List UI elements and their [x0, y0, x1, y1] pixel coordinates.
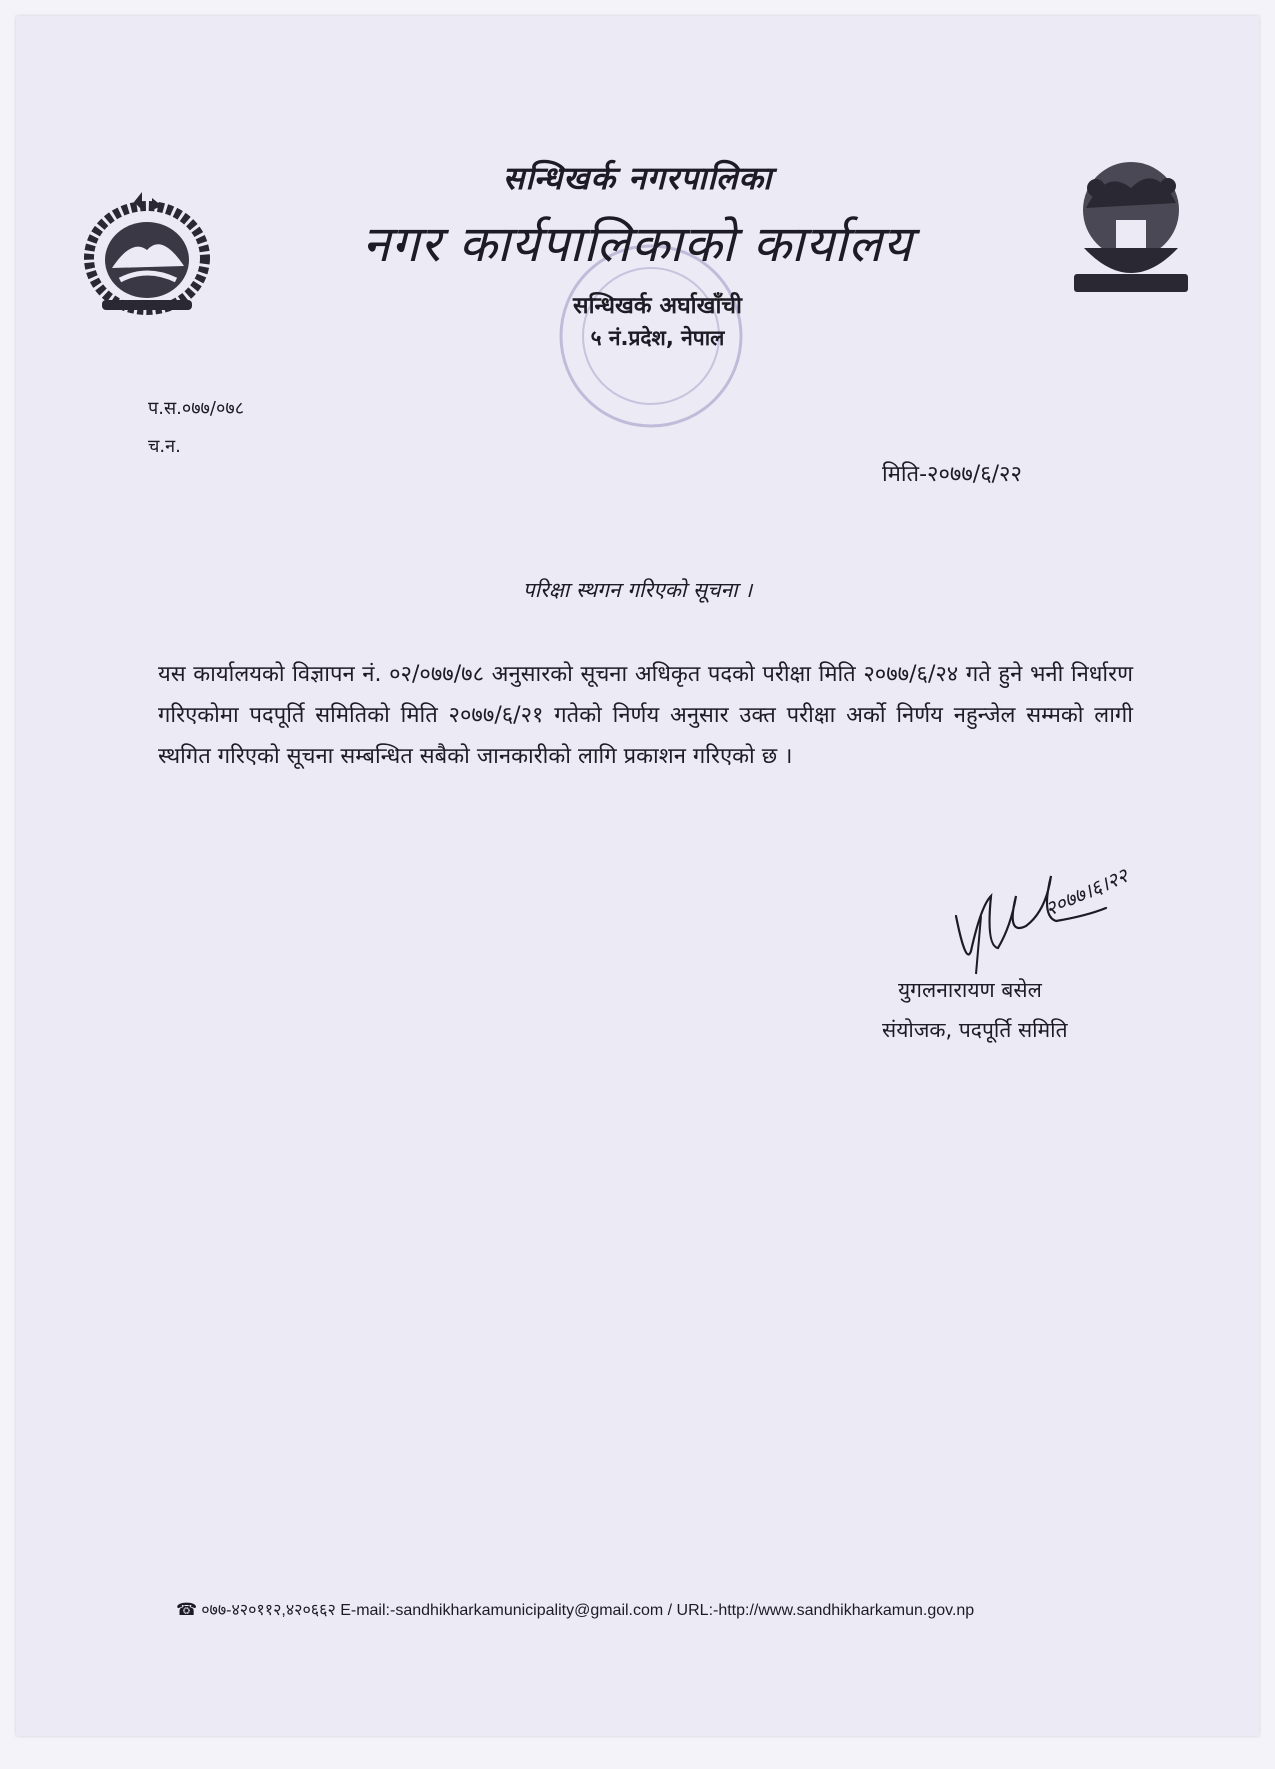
contact-footer	[176, 1598, 974, 1620]
office-province: ५ नं.प्रदेश, नेपाल	[590, 326, 725, 350]
letter-date: मिति-२०७७/६/२२	[882, 462, 1022, 487]
office-name: नगर कार्यपालिकाको कार्यालय	[362, 215, 913, 273]
notice-body: यस कार्यालयको विज्ञापन नं. ०२/०७७/७८ अनुसारको सूचना अधिकृत पदको परीक्षा मिति २०७७/६/२४ गते हुने भनी निर्धारण गरिएकोमा पदपूर्ति समितिको मिति २०७७/६/२१ गतेको निर्णय अनुसार उक्त परीक्षा अर्को निर्णय नहुन्जेल सम्मको लागी स्थगित गरिएको सूचना सम्बन्धित सबैको जानकारीको लागि प्रकाशन गरिएको छ ।	[158, 662, 1133, 769]
notice-subject: परिक्षा स्थगन गरिएको सूचना ।	[522, 578, 753, 602]
municipality-name: सन्धिखर्क नगरपालिका	[502, 159, 773, 197]
phone-icon: ☎	[176, 1600, 198, 1619]
signer-title: संयोजक, पदपूर्ति समिति	[882, 1018, 1068, 1042]
office-address: सन्धिखर्क अर्घाखाँची	[573, 293, 742, 319]
handwritten-signature	[936, 856, 1196, 986]
letter-page	[16, 16, 1259, 1736]
signer-name: युगलनारायण बसेल	[898, 978, 1042, 1002]
letter-number: प.स.०७७/०७८	[148, 398, 245, 419]
dispatch-number: च.न.	[148, 436, 181, 457]
contact-details: ०७७-४२०११२,४२०६६२ E-mail:-sandhikharkamunicipality@gmail.com / URL:-http://www.sandhikharkamun.gov.np	[201, 1602, 975, 1619]
signature-date: २०७७।६।२२	[1041, 863, 1132, 921]
